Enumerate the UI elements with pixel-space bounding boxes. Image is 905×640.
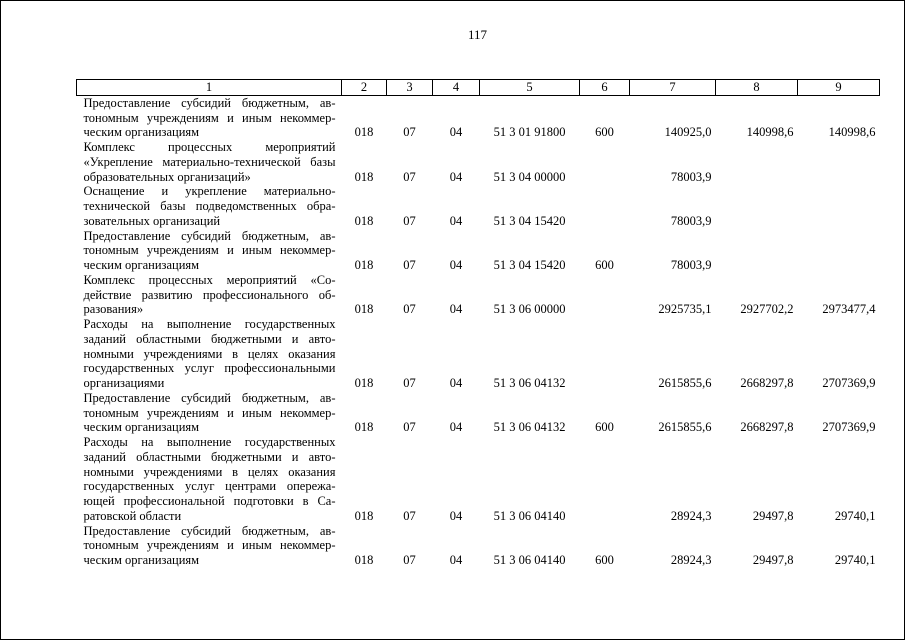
row-value-col3: 07	[403, 553, 416, 567]
column-header: 1	[77, 80, 342, 96]
column-header: 6	[580, 80, 630, 96]
row-value-col9: 2973477,4	[822, 302, 876, 317]
row-value-col6: 600	[595, 420, 614, 435]
row-description: Предоставление субсидий бюджетным, автономным учреждениям и иным некоммерческим организациям	[83, 228, 336, 272]
row-value-col9: 2707369,9	[822, 420, 876, 435]
row-value-col2: 018	[354, 553, 374, 567]
row-value-col8: 2668297,8	[740, 376, 794, 390]
row-value-col4: 04	[449, 169, 463, 184]
row-value-col4: 04	[449, 376, 463, 390]
row-value-col4: 04	[449, 213, 463, 228]
row-value-col6	[580, 317, 630, 391]
row-value-col6: 600	[595, 125, 614, 140]
row-value-col2: 018	[354, 302, 374, 317]
row-value-col2: 018	[354, 169, 374, 184]
row-value-col4: 04	[449, 302, 463, 317]
table-row	[77, 317, 880, 391]
row-value-col4: 04	[449, 258, 463, 272]
column-header: 5	[480, 80, 580, 96]
row-value-col4: 04	[449, 553, 463, 567]
row-value-col4: 04	[449, 125, 463, 140]
table-row	[77, 435, 880, 524]
row-value-col3: 07	[403, 258, 416, 272]
row-value-col3: 07	[403, 376, 416, 390]
page-number: 117	[467, 27, 488, 42]
column-header: 2	[342, 80, 387, 96]
row-value-col5: 51 3 04 15420	[493, 258, 566, 272]
row-value-col6	[580, 184, 630, 228]
row-value-col9: 140998,6	[828, 125, 876, 140]
table-row	[77, 140, 880, 184]
row-value-col5: 51 3 06 04140	[493, 553, 566, 567]
row-value-col9: 2707369,9	[822, 376, 876, 390]
row-value-col7: 2925735,1	[658, 302, 712, 317]
row-value-col2: 018	[354, 213, 374, 228]
row-value-col8: 2668297,8	[740, 420, 794, 435]
row-value-col8: 2927702,2	[740, 302, 794, 317]
row-value-col6: 600	[595, 553, 614, 567]
row-value-col9: 29740,1	[834, 553, 876, 567]
row-value-col9	[798, 184, 880, 228]
row-value-col6: 600	[595, 258, 614, 272]
row-value-col3: 07	[403, 508, 416, 523]
table-row	[77, 273, 880, 317]
table-header-row	[77, 80, 880, 96]
row-description: Расходы на выполнение государственных заданий областными бюджетными и автономными учреждениями в целях оказания государственных услуг центрами опережающей профессиональной подготовки в Саратовской области	[83, 435, 336, 523]
row-value-col4: 04	[449, 420, 463, 435]
table-row	[77, 95, 880, 140]
table-row	[77, 391, 880, 435]
row-value-col6	[580, 140, 630, 184]
row-value-col7: 2615855,6	[658, 376, 712, 390]
row-value-col5: 51 3 06 04140	[493, 508, 566, 523]
row-value-col2: 018	[354, 125, 374, 140]
row-value-col2: 018	[354, 508, 374, 523]
row-description: Комплекс процессных мероприятий «Укрепление материально-технической базы образовательных организаций»	[83, 140, 336, 184]
row-value-col7: 78003,9	[670, 169, 712, 184]
row-value-col8: 140998,6	[746, 125, 794, 140]
row-value-col5: 51 3 04 15420	[493, 213, 566, 228]
budget-table	[76, 79, 880, 568]
row-value-col7: 78003,9	[670, 258, 712, 272]
row-value-col2: 018	[354, 376, 374, 390]
row-value-col3: 07	[403, 213, 416, 228]
column-header: 4	[433, 80, 480, 96]
column-header: 8	[716, 80, 798, 96]
table-row	[77, 184, 880, 228]
row-value-col9	[798, 229, 880, 273]
row-value-col5: 51 3 01 91800	[493, 125, 566, 140]
row-value-col7: 2615855,6	[658, 420, 712, 435]
row-value-col8: 29497,8	[752, 553, 794, 567]
row-value-col7: 28924,3	[670, 508, 712, 523]
table-row	[77, 524, 880, 568]
column-header: 9	[798, 80, 880, 96]
row-value-col8: 29497,8	[752, 508, 794, 523]
row-description: Расходы на выполнение государственных заданий областными бюджетными и автономными учреждениями в целях оказания государственных услуг профессиональными организациями	[83, 317, 336, 390]
row-description: Предоставление субсидий бюджетным, автономным учреждениям и иным некоммерческим организациям	[83, 523, 336, 567]
row-value-col6	[580, 435, 630, 524]
row-value-col9: 29740,1	[834, 508, 876, 523]
row-value-col8	[716, 184, 798, 228]
row-value-col3: 07	[403, 169, 416, 184]
row-value-col8	[716, 229, 798, 273]
row-value-col2: 018	[354, 420, 374, 435]
table-body	[77, 95, 880, 568]
table-row	[77, 229, 880, 273]
column-header: 7	[630, 80, 716, 96]
row-value-col9	[798, 140, 880, 184]
row-value-col3: 07	[403, 125, 416, 140]
row-value-col7: 140925,0	[664, 125, 712, 140]
row-value-col5: 51 3 06 04132	[493, 420, 566, 435]
row-description: Оснащение и укрепление материально-технической базы подведомственных образовательных организаций	[83, 184, 336, 228]
row-value-col5: 51 3 04 00000	[493, 169, 566, 184]
column-header: 3	[387, 80, 433, 96]
row-value-col3: 07	[403, 302, 416, 317]
row-value-col6	[580, 273, 630, 317]
row-value-col7: 78003,9	[670, 213, 712, 228]
row-value-col4: 04	[449, 508, 463, 523]
row-value-col5: 51 3 06 00000	[493, 302, 566, 317]
row-value-col5: 51 3 06 04132	[493, 376, 566, 390]
row-value-col7: 28924,3	[670, 553, 712, 567]
row-value-col2: 018	[354, 258, 374, 272]
row-description: Комплекс процессных мероприятий «Содействие развитию профессионального образования»	[83, 272, 336, 317]
row-value-col8	[716, 140, 798, 184]
row-description: Предоставление субсидий бюджетным, автономным учреждениям и иным некоммерческим организациям	[83, 390, 336, 435]
row-value-col3: 07	[403, 420, 416, 435]
row-description: Предоставление субсидий бюджетным, автономным учреждениям и иным некоммерческим организациям	[83, 95, 336, 140]
